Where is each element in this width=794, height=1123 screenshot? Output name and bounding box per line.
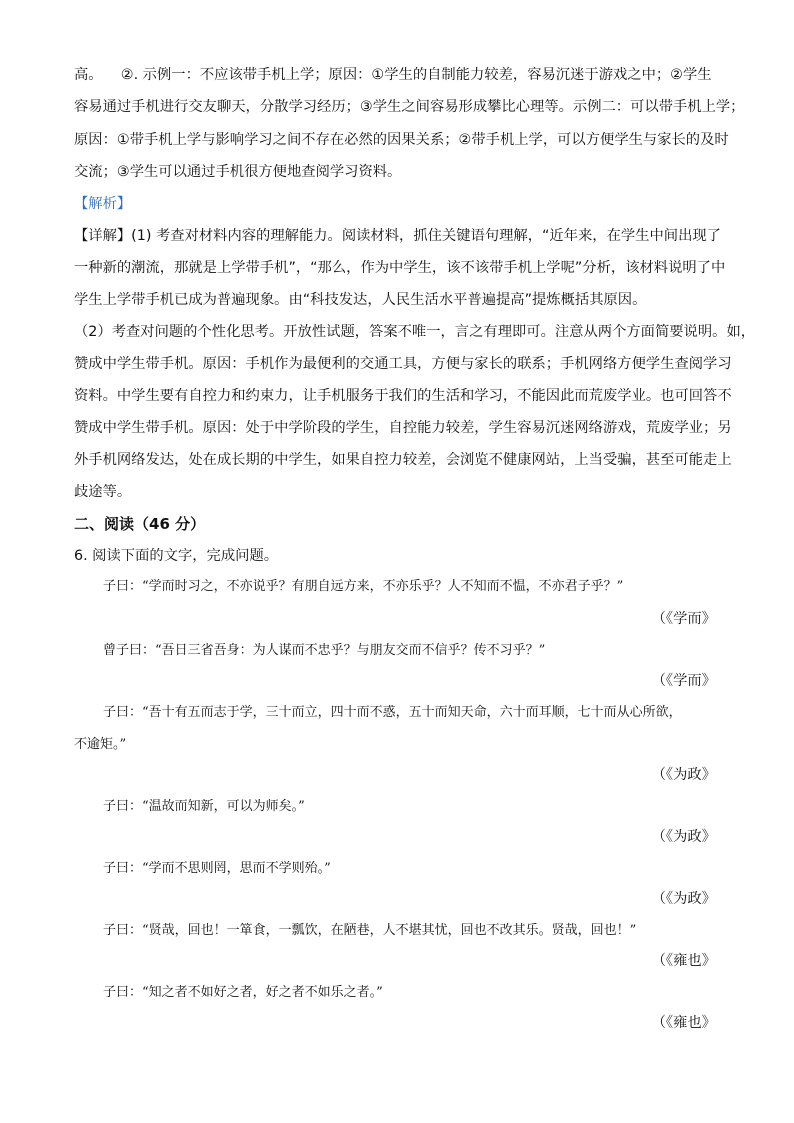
quote-source: （《为政》: [651, 767, 716, 783]
question-prompt: 6. 阅读下面的文字，完成问题。: [74, 548, 279, 564]
quote-source: （《雍也》: [651, 953, 716, 969]
quote-text-continued: 不逾矩。”: [74, 737, 127, 752]
quote-source: （《雍也》: [651, 1015, 716, 1031]
section-title: 二、阅读（46 分）: [74, 515, 206, 533]
detail-line: 一种新的潮流，那就是上学带手机”，“那么，作为中学生，该不该带手机上学呢”分析，该材料说明了中: [74, 260, 726, 276]
quote-text: 子曰：“知之者不如好之者，好之者不如乐之者。”: [103, 985, 383, 1000]
quote-source: （《为政》: [651, 891, 716, 907]
quote-text: 子曰：“温故而知新，可以为师矣。”: [103, 799, 305, 814]
detail-line: 学生上学带手机已成为普遍现象。由“科技发达，人民生活水平普遍提高”提炼概括其原因。: [74, 292, 647, 308]
quote-text: 子曰：“学而时习之，不亦说乎？有朋自远方来，不亦乐乎？人不知而不愠，不亦君子乎？”: [103, 579, 624, 594]
detail-line: 赞成中学生带手机。原因：处于中学阶段的学生，自控能力较差，学生容易沉迷网络游戏，荒废学业；另: [74, 420, 732, 436]
quote-source: （《学而》: [651, 673, 716, 689]
answer-line: 交流；③学生可以通过手机很方便地查阅学习资料。: [74, 164, 402, 180]
analysis-heading: 【解析】: [74, 196, 132, 212]
quote-source: （《为政》: [651, 829, 716, 845]
quote-text: 曾子曰：“吾日三省吾身：为人谋而不忠乎？与朋友交而不信乎？传不习乎？”: [103, 643, 546, 658]
answer-line: 容易通过手机进行交友聊天，分散学习经历；③学生之间容易形成攀比心理等。示例二：可以带手机上学；: [74, 99, 745, 115]
detail-line: 外手机网络发达，处在成长期的中学生，如果自控力较差，会浏览不健康网站，上当受骗，甚至可能走上: [74, 452, 732, 468]
quote-text: 子曰：“学而不思则罔，思而不学则殆。”: [103, 861, 331, 876]
quote-text: 子曰：“吾十有五而志于学，三十而立，四十而不惑，五十而知天命，六十而耳顺，七十而从心所欲，: [103, 705, 682, 720]
detail-line: 【详解】(1) 考查对材料内容的理解能力。阅读材料，抓住关键语句理解，“近年来，在学生中间出现了: [74, 228, 721, 244]
detail-line: 资料。中学生要有自控力和约束力，让手机服务于我们的生活和学习，不能因此而荒废学业。也可回答不: [74, 388, 732, 404]
detail-line: 歧途等。: [74, 484, 132, 500]
detail-line: 赞成中学生带手机。原因：手机作为最便利的交通工具，方便与家长的联系；手机网络方便学生查阅学习: [74, 356, 732, 372]
answer-line: 高。 ②. 示例一：不应该带手机上学；原因：①学生的自制能力较差，容易沉迷于游戏之中；②学生: [74, 67, 712, 83]
detail-line: （2）考查对问题的个性化思考。开放性试题，答案不唯一，言之有理即可。注意从两个方面简要说明。如，: [74, 324, 756, 340]
quote-source: （《学而》: [651, 611, 716, 627]
answer-line: 原因：①带手机上学与影响学习之间不存在必然的因果关系；②带手机上学，可以方便学生与家长的及时: [74, 132, 729, 148]
quote-text: 子曰：“贤哉，回也！一箪食，一瓢饮，在陋巷，人不堪其忧，回也不改其乐。贤哉，回也！”: [103, 923, 637, 938]
